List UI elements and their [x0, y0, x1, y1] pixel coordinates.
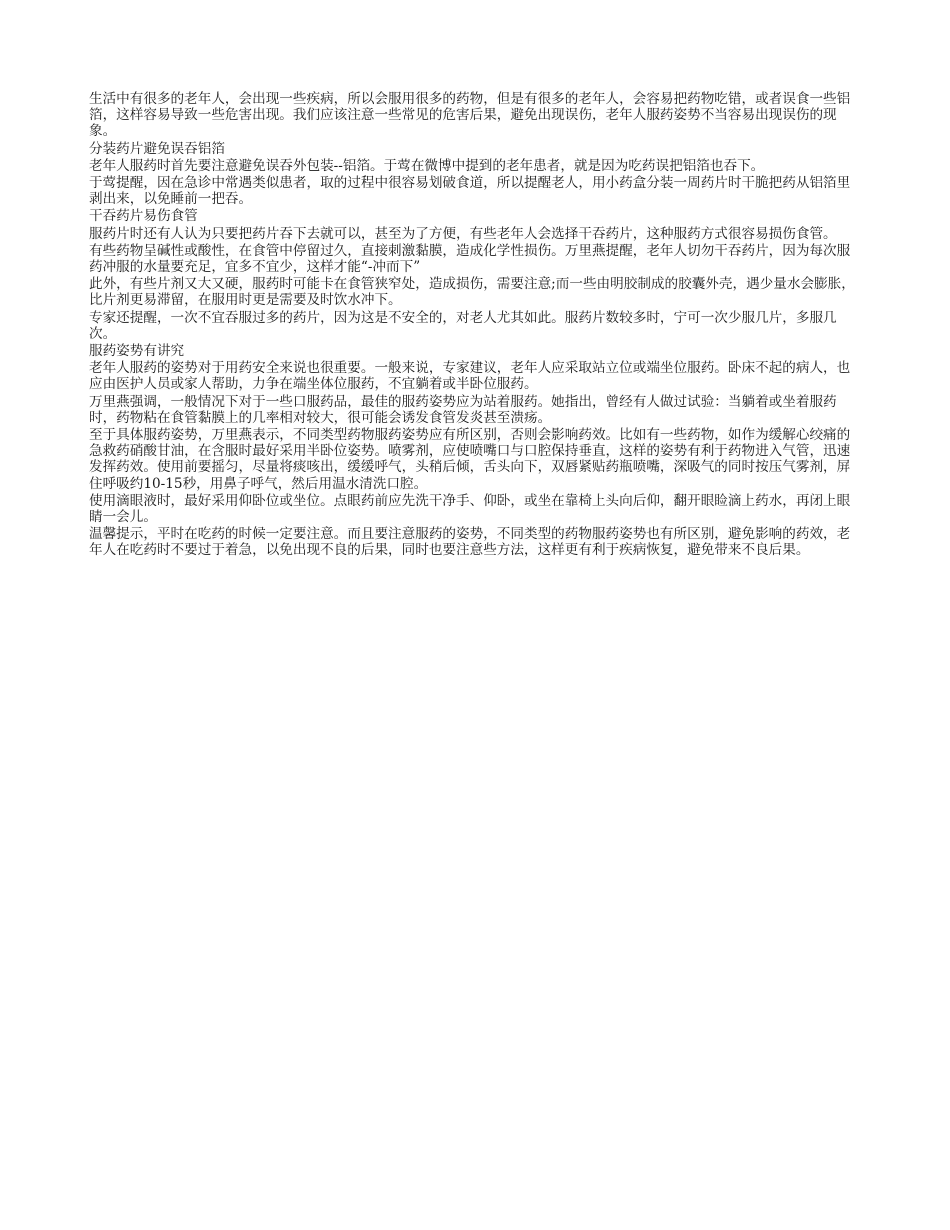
paragraph: 服药片时还有人认为只要把药片吞下去就可以，甚至为了方便，有些老年人会选择干吞药片，这种服药方式很容易损伤食管。	[89, 225, 837, 242]
intro-paragraph: 生活中有很多的老年人，会出现一些疾病，所以会服用很多的药物，但是有很多的老年人，会容易把药物吃错，或者误食一些铝箔，这样容易导致一些危害出现。我们应该注意一些常见的危害后果，避免出现误伤，老年人服药姿势不当容易出现误伤的现象。	[89, 91, 851, 140]
section-heading-foil: 分装药片避免误吞铝箔	[89, 140, 225, 157]
paragraph: 老年人服药时首先要注意避免误吞外包装--铝箔。于莺在微博中提到的老年患者，就是因为吃药误把铝箔也吞下。	[89, 157, 765, 174]
paragraph: 使用滴眼液时，最好采用仰卧位或坐位。点眼药前应先洗干净手、仰卧，或坐在靠椅上头向后仰，翻开眼睑滴上药水，再闭上眼睛一会儿。	[89, 492, 851, 526]
paragraph: 此外，有些片剂又大又硬，服药时可能卡在食管狭窄处，造成损伤，需要注意;而一些由明胶制成的胶囊外壳，遇少量水会膨胀，比片剂更易滞留，在服用时更是需要及时饮水冲下。	[89, 276, 855, 309]
paragraph: 至于具体服药姿势，万里燕表示，不同类型药物服药姿势应有所区别，否则会影响药效。比如有一些药物，如作为缓解心绞痛的急救药硝酸甘油，在含服时最好采用半卧位姿势。喷雾剂，应使喷嘴口与口腔保持垂直，这样的姿势有利于药物进入气管，迅速发挥药效。使用前要摇匀，尽量将痰咳出，缓缓呼气，头稍后倾，舌头向下，双唇紧贴药瓶喷嘴，深吸气的同时按压气雾剂，屏住呼吸约10-15秒，用鼻子呼气，然后用温水清洗口腔。	[89, 427, 851, 492]
paragraph: 老年人服药的姿势对于用药安全来说也很重要。一般来说，专家建议，老年人应采取站立位或端坐位服药。卧床不起的病人，也应由医护人员或家人帮助，力争在端坐体位服药，不宜躺着或半卧位服药。	[89, 360, 851, 393]
section-heading-dry-swallow: 干吞药片易伤食管	[89, 208, 198, 225]
paragraph: 有些药物呈碱性或酸性，在食管中停留过久，直接刺激黏膜，造成化学性损伤。万里燕提醒，老年人切勿干吞药片，因为每次服药冲服的水量要充足，宜多不宜少，这样才能“-冲而下”	[89, 242, 851, 276]
paragraph: 于莺提醒，因在急诊中常遇类似患者，取的过程中很容易划破食道，所以提醒老人，用小药盒分装一周药片时干脆把药从铝箔里剥出来，以免睡前一把吞。	[89, 175, 851, 208]
section-heading-posture: 服药姿势有讲究	[89, 343, 185, 360]
paragraph: 万里燕强调，一般情况下对于一些口服药品，最佳的服药姿势应为站着服药。她指出，曾经有人做过试验：当躺着或坐着服药时，药物粘在食管黏膜上的几率相对较大，很可能会诱发食管发炎甚至溃疡。	[89, 393, 837, 426]
closing-paragraph: 温馨提示，平时在吃药的时候一定要注意。而且要注意服药的姿势，不同类型的药物服药姿势也有所区别，避免影响的药效，老年人在吃药时不要过于着急，以免出现不良的后果，同时也要注意些方法，这样更有利于疾病恢复，避免带来不良后果。	[89, 526, 851, 559]
article-body	[89, 91, 859, 560]
paragraph: 专家还提醒，一次不宜吞服过多的药片，因为这是不安全的，对老人尤其如此。服药片数较多时，宁可一次少服几片，多服几次。	[89, 309, 837, 342]
